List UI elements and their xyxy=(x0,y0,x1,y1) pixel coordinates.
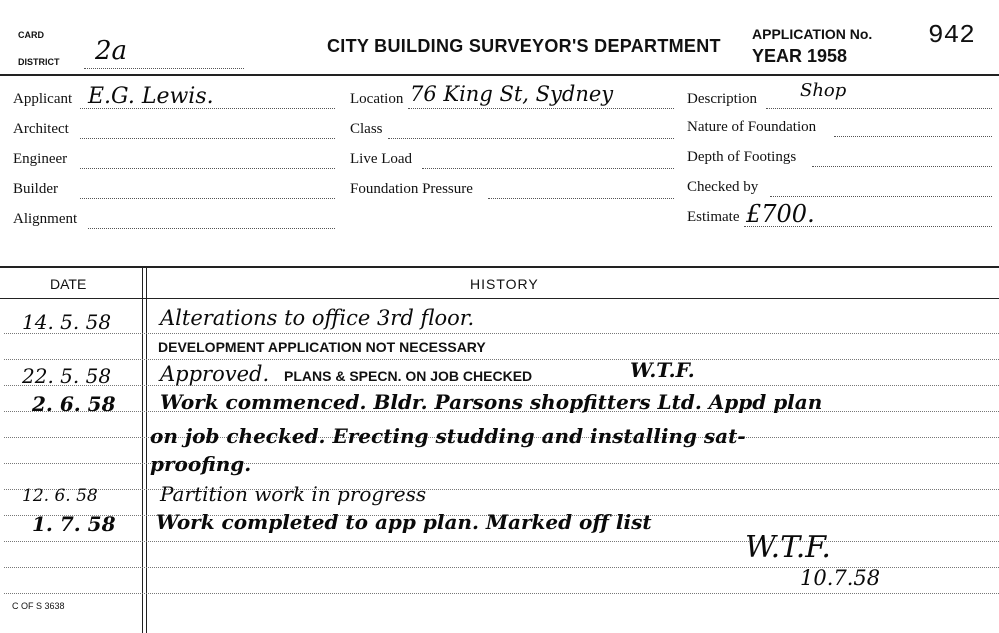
entry-date: 22. 5. 58 xyxy=(22,364,112,388)
estimate-value: £700. xyxy=(746,200,815,228)
architect-label: Architect xyxy=(13,121,69,137)
entry-text: on job checked. Erecting studding and installing sat- xyxy=(150,424,746,448)
live-load-label: Live Load xyxy=(350,151,413,167)
location-value: 76 King St, Sydney xyxy=(410,82,614,106)
application-number: 942 xyxy=(928,20,975,50)
history-header-rule xyxy=(0,298,999,299)
ruled-line xyxy=(4,489,999,490)
ruled-line xyxy=(4,333,999,334)
ruled-line xyxy=(4,359,999,360)
location-line xyxy=(408,108,674,109)
signature-date: 10.7.58 xyxy=(800,566,881,590)
foundation-pressure-label: Foundation Pressure xyxy=(350,181,473,197)
card-label: CARD xyxy=(18,30,44,40)
builder-label: Builder xyxy=(13,181,58,197)
entry-date: 14. 5. 58 xyxy=(22,310,112,334)
district-value: 2a xyxy=(95,36,128,66)
date-column-divider-2 xyxy=(146,268,147,633)
entry-date: 12. 6. 58 xyxy=(22,486,98,506)
engineer-label: Engineer xyxy=(13,151,68,167)
live-load-line xyxy=(422,168,674,169)
checked-by-label: Checked by xyxy=(687,179,759,195)
ruled-line xyxy=(4,541,999,542)
history-top-rule xyxy=(0,266,999,268)
alignment-line xyxy=(88,228,335,229)
department-title: CITY BUILDING SURVEYOR'S DEPARTMENT xyxy=(327,36,721,56)
builder-line xyxy=(80,198,335,199)
applicant-label: Applicant xyxy=(13,91,73,107)
depth-footings-label: Depth of Footings xyxy=(687,149,797,165)
district-label: DISTRICT xyxy=(18,57,60,67)
entry-text: Work completed to app plan. Marked off list xyxy=(156,510,652,534)
entry-date: 1. 7. 58 xyxy=(32,512,116,536)
estimate-label: Estimate xyxy=(687,209,740,225)
architect-line xyxy=(80,138,335,139)
nature-foundation-line xyxy=(834,136,992,137)
year-label: YEAR 1958 xyxy=(752,46,848,66)
engineer-line xyxy=(80,168,335,169)
description-label: Description xyxy=(687,91,757,107)
application-label: APPLICATION No. xyxy=(752,26,873,42)
entry-initials: W.T.F. xyxy=(630,358,695,382)
form-code: C OF S 3638 xyxy=(12,601,65,611)
date-header: DATE xyxy=(50,276,87,292)
ruled-line xyxy=(4,385,999,386)
description-line xyxy=(766,108,992,109)
depth-footings-line xyxy=(812,166,992,167)
alignment-label: Alignment xyxy=(13,211,78,227)
class-label: Class xyxy=(350,121,383,137)
foundation-pressure-line xyxy=(488,198,674,199)
nature-foundation-label: Nature of Foundation xyxy=(687,119,817,135)
date-column-divider xyxy=(142,268,143,633)
location-label: Location xyxy=(350,91,404,107)
entry-text: Partition work in progress xyxy=(160,482,427,506)
entry-stamp: DEVELOPMENT APPLICATION NOT NECESSARY xyxy=(158,339,486,355)
entry-text: Approved. xyxy=(160,362,270,386)
class-line xyxy=(388,138,674,139)
signature: W.T.F. xyxy=(745,530,831,565)
checked-by-line xyxy=(770,196,992,197)
ruled-line xyxy=(4,593,999,594)
entry-text: Alterations to office 3rd floor. xyxy=(160,306,475,330)
entry-stamp: PLANS & SPECN. ON JOB CHECKED xyxy=(284,368,533,384)
entry-date: 2. 6. 58 xyxy=(32,392,116,416)
entry-text: proofing. xyxy=(150,452,252,476)
header-rule xyxy=(0,74,999,76)
applicant-value: E.G. Lewis. xyxy=(88,84,214,109)
entry-text: Work commenced. Bldr. Parsons shopfitters Ltd. Appd plan xyxy=(160,390,823,414)
description-value: Shop xyxy=(800,80,847,101)
district-underline xyxy=(84,68,244,69)
history-header: HISTORY xyxy=(470,276,539,292)
